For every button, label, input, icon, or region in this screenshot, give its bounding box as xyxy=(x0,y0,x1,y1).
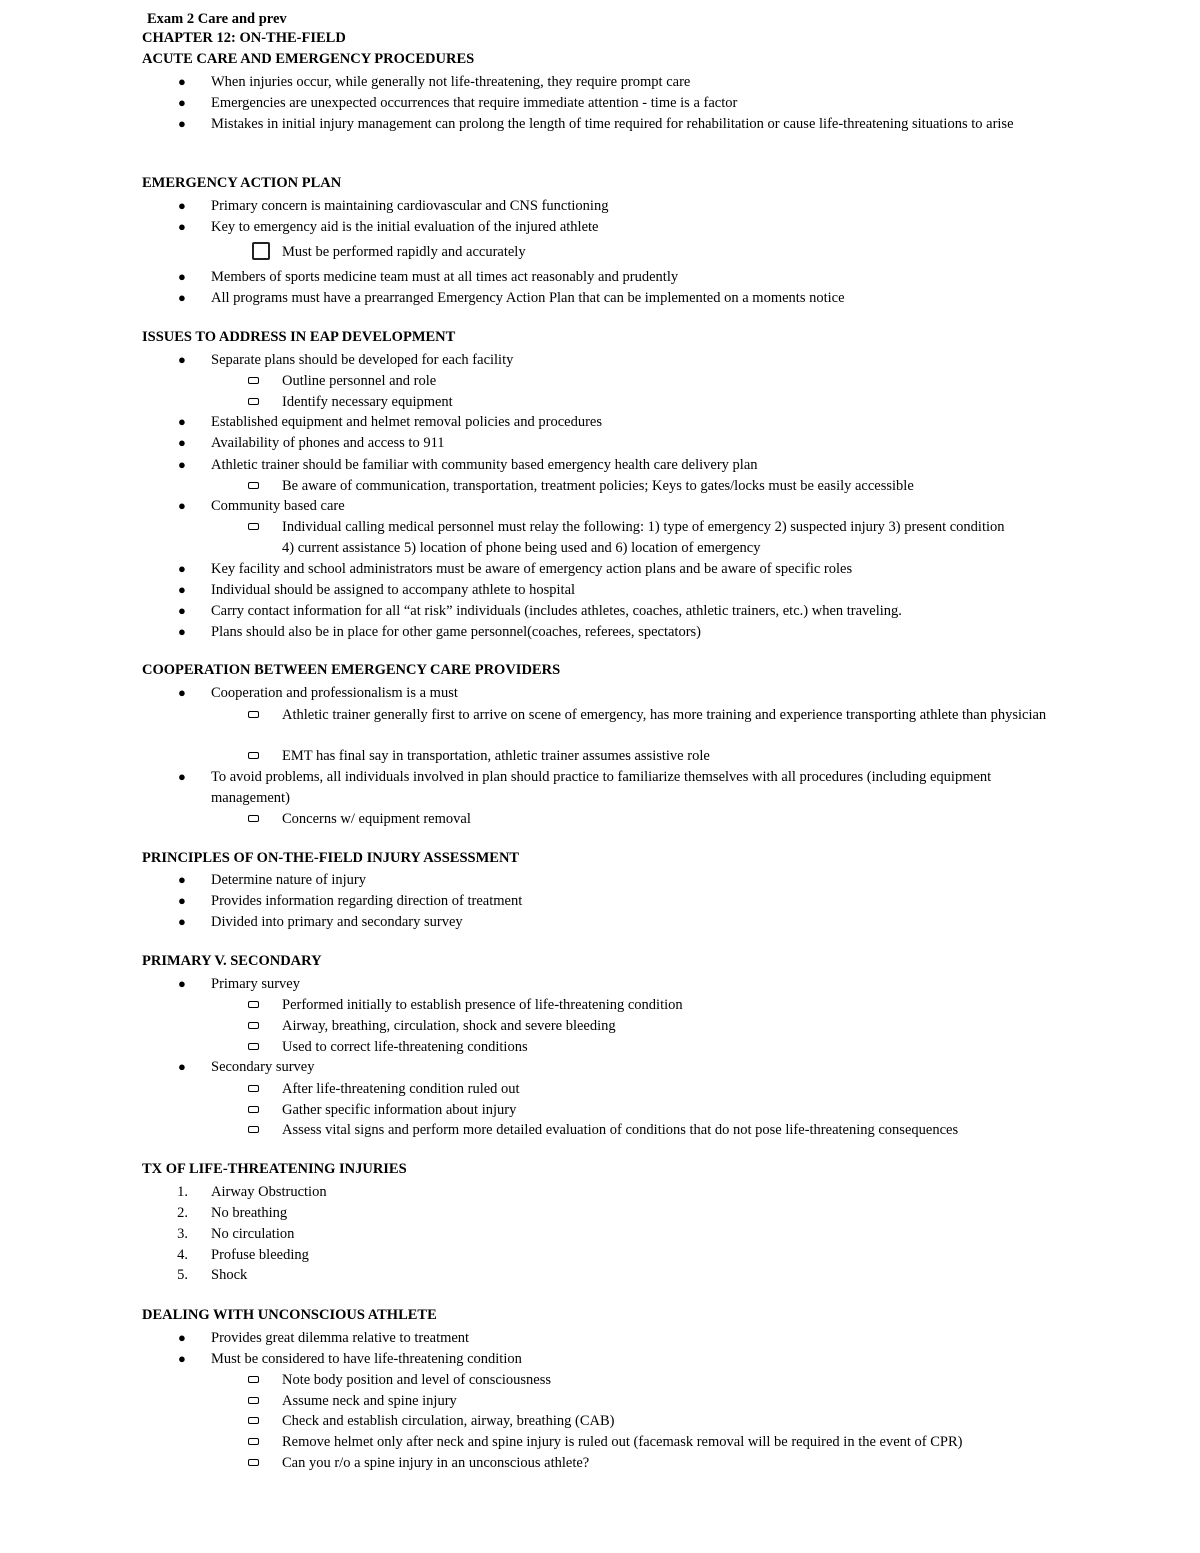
list-item: Performed initially to establish presence of life-threatening condition xyxy=(282,997,683,1013)
section-heading: ACUTE CARE AND EMERGENCY PROCEDURES xyxy=(142,51,475,67)
sub-bullet-icon xyxy=(248,815,259,822)
sub-bullet-icon xyxy=(248,1376,259,1383)
sub-bullet-icon xyxy=(248,1126,259,1133)
section-heading: TX OF LIFE-THREATENING INJURIES xyxy=(142,1161,407,1177)
bullet-icon: ● xyxy=(178,1330,186,1345)
bullet-icon: ● xyxy=(178,74,186,89)
list-item: Profuse bleeding xyxy=(211,1247,309,1263)
list-number: 2. xyxy=(177,1205,188,1221)
list-item: Community based care xyxy=(211,498,345,514)
sub-bullet-icon xyxy=(248,1085,259,1092)
list-item: Remove helmet only after neck and spine injury is ruled out (facemask removal will be required in the event of CPR) xyxy=(282,1434,963,1450)
bullet-icon: ● xyxy=(178,976,186,991)
bullet-icon: ● xyxy=(178,872,186,887)
section-heading: DEALING WITH UNCONSCIOUS ATHLETE xyxy=(142,1307,437,1323)
bullet-icon: ● xyxy=(178,198,186,213)
list-item: Airway, breathing, circulation, shock and severe bleeding xyxy=(282,1018,616,1034)
bullet-icon: ● xyxy=(178,95,186,110)
bullet-icon: ● xyxy=(178,269,186,284)
list-item: After life-threatening condition ruled out xyxy=(282,1081,520,1097)
list-item: Established equipment and helmet removal policies and procedures xyxy=(211,414,602,430)
list-item: Airway Obstruction xyxy=(211,1184,327,1200)
list-item: Can you r/o a spine injury in an unconscious athlete? xyxy=(282,1455,590,1471)
list-item: Mistakes in initial injury management can prolong the length of time required for rehabilitation or cause life-threatening situations to arise xyxy=(211,116,1014,132)
list-item: Used to correct life-threatening conditions xyxy=(282,1039,528,1055)
sub-bullet-icon xyxy=(248,523,259,530)
bullet-icon: ● xyxy=(178,769,186,784)
sub-bullet-icon xyxy=(248,1459,259,1466)
list-item: Concerns w/ equipment removal xyxy=(282,811,471,827)
bullet-icon: ● xyxy=(178,219,186,234)
list-item: Provides great dilemma relative to treatment xyxy=(211,1330,470,1346)
sub-bullet-icon xyxy=(248,377,259,384)
list-item: Key to emergency aid is the initial evaluation of the injured athlete xyxy=(211,219,599,235)
sub-bullet-icon xyxy=(248,1106,259,1113)
list-item: Secondary survey xyxy=(211,1059,315,1075)
checkbox-icon xyxy=(252,242,270,260)
sub-bullet-icon xyxy=(248,752,259,759)
chapter-heading: CHAPTER 12: ON-THE-FIELD xyxy=(142,30,346,46)
list-item: Carry contact information for all “at risk” individuals (includes athletes, coaches, athletic trainers, etc.) when traveling. xyxy=(211,603,902,619)
bullet-icon: ● xyxy=(178,290,186,305)
bullet-icon: ● xyxy=(178,414,186,429)
list-item: EMT has final say in transportation, athletic trainer assumes assistive role xyxy=(282,748,710,764)
sub-bullet-icon xyxy=(248,482,259,489)
list-item: Primary concern is maintaining cardiovascular and CNS functioning xyxy=(211,198,609,214)
list-item: Determine nature of injury xyxy=(211,872,367,888)
bullet-icon: ● xyxy=(178,624,186,639)
sub-bullet-icon xyxy=(248,1438,259,1445)
list-item: Athletic trainer should be familiar with community based emergency health care delivery plan xyxy=(211,457,758,473)
list-item: Shock xyxy=(211,1267,248,1283)
bullet-icon: ● xyxy=(178,498,186,513)
section-heading: PRINCIPLES OF ON-THE-FIELD INJURY ASSESSMENT xyxy=(142,850,520,866)
sub-bullet-icon xyxy=(248,1022,259,1029)
list-item: Be aware of communication, transportation, treatment policies; Keys to gates/locks must be easily accessible xyxy=(282,478,914,494)
bullet-icon: ● xyxy=(178,685,186,700)
list-number: 5. xyxy=(177,1267,188,1283)
bullet-icon: ● xyxy=(178,914,186,929)
bullet-icon: ● xyxy=(178,603,186,618)
list-item: Individual calling medical personnel must relay the following: 1) type of emergency 2) suspected injury 3) present condition 4) current assistance 5) location of phone being used and 6) location of emergency xyxy=(282,519,1005,556)
list-item: Emergencies are unexpected occurrences that require immediate attention - time is a factor xyxy=(211,95,738,111)
list-item: Athletic trainer generally first to arrive on scene of emergency, has more training and experience transporting athlete than physician xyxy=(282,707,1047,723)
list-item: Assume neck and spine injury xyxy=(282,1393,457,1409)
list-item: Key facility and school administrators must be aware of emergency action plans and be aware of specific roles xyxy=(211,561,853,577)
list-number: 1. xyxy=(177,1184,188,1200)
section-heading: ISSUES TO ADDRESS IN EAP DEVELOPMENT xyxy=(142,329,456,345)
sub-bullet-icon xyxy=(248,398,259,405)
list-item: Separate plans should be developed for each facility xyxy=(211,352,514,368)
section-heading: EMERGENCY ACTION PLAN xyxy=(142,175,342,191)
bullet-icon: ● xyxy=(178,893,186,908)
list-item: All programs must have a prearranged Emergency Action Plan that can be implemented on a moments notice xyxy=(211,290,845,306)
section-heading: COOPERATION BETWEEN EMERGENCY CARE PROVIDERS xyxy=(142,662,561,678)
bullet-icon: ● xyxy=(178,457,186,472)
list-item: Gather specific information about injury xyxy=(282,1102,517,1118)
list-number: 4. xyxy=(177,1247,188,1263)
list-item: Note body position and level of consciousness xyxy=(282,1372,552,1388)
bullet-icon: ● xyxy=(178,1351,186,1366)
bullet-icon: ● xyxy=(178,352,186,367)
sub-bullet-icon xyxy=(248,711,259,718)
section-heading: PRIMARY V. SECONDARY xyxy=(142,953,322,969)
list-item: Plans should also be in place for other game personnel(coaches, referees, spectators) xyxy=(211,624,701,640)
sub-bullet-icon xyxy=(248,1043,259,1050)
sub-bullet-icon xyxy=(248,1001,259,1008)
list-item: Members of sports medicine team must at all times act reasonably and prudently xyxy=(211,269,679,285)
bullet-icon: ● xyxy=(178,116,186,131)
list-item: Cooperation and professionalism is a must xyxy=(211,685,458,701)
list-item: Assess vital signs and perform more detailed evaluation of conditions that do not pose life-threatening consequences xyxy=(282,1122,959,1138)
list-item: Check and establish circulation, airway, breathing (CAB) xyxy=(282,1413,615,1429)
list-item: Outline personnel and role xyxy=(282,373,437,389)
list-item: No circulation xyxy=(211,1226,295,1242)
sub-bullet-icon xyxy=(248,1397,259,1404)
list-item: Must be performed rapidly and accurately xyxy=(282,244,526,260)
list-item: Identify necessary equipment xyxy=(282,394,453,410)
list-item: Divided into primary and secondary survey xyxy=(211,914,463,930)
bullet-icon: ● xyxy=(178,1059,186,1074)
document-title: Exam 2 Care and prev xyxy=(147,11,287,27)
list-item: No breathing xyxy=(211,1205,288,1221)
list-item: Individual should be assigned to accompany athlete to hospital xyxy=(211,582,576,598)
list-number: 3. xyxy=(177,1226,188,1242)
list-item: Availability of phones and access to 911 xyxy=(211,435,445,451)
list-item: When injuries occur, while generally not life-threatening, they require prompt care xyxy=(211,74,691,90)
bullet-icon: ● xyxy=(178,582,186,597)
bullet-icon: ● xyxy=(178,435,186,450)
bullet-icon: ● xyxy=(178,561,186,576)
list-item: Primary survey xyxy=(211,976,300,992)
list-item: Must be considered to have life-threatening condition xyxy=(211,1351,522,1367)
list-item: Provides information regarding direction of treatment xyxy=(211,893,523,909)
list-item: To avoid problems, all individuals involved in plan should practice to familiarize themselves with all procedures (including equipment management) xyxy=(211,769,992,806)
sub-bullet-icon xyxy=(248,1417,259,1424)
